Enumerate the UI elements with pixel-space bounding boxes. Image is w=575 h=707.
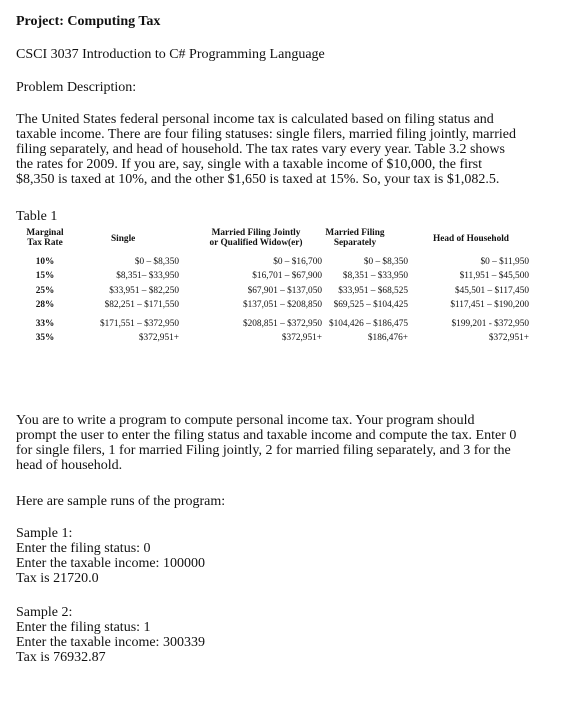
cell-household: $372,951+	[488, 333, 529, 343]
header-head-of-household: Head of Household	[433, 234, 509, 244]
cell-rate: 15%	[35, 271, 55, 281]
cell-separate: $104,426 – $186,475	[328, 319, 408, 329]
cell-single: $8,351– $33,950	[116, 271, 179, 281]
cell-separate: $186,476+	[367, 333, 408, 343]
header-tax-rate-line1: Marginal	[26, 228, 64, 238]
cell-household: $0 – $11,950	[480, 257, 529, 267]
sample-line: Enter the taxable income: 100000	[16, 556, 205, 571]
cell-joint: $137,051 – $208,850	[242, 300, 322, 310]
table-row	[16, 257, 528, 268]
table-row	[16, 286, 528, 297]
table-caption: Table 1	[16, 209, 58, 224]
table-row	[16, 333, 528, 344]
header-married-jointly	[186, 228, 326, 248]
header-married-jointly-line1: Married Filing Jointly	[211, 228, 301, 238]
sample-run-1	[16, 526, 205, 586]
sample-line: Enter the filing status: 1	[16, 620, 151, 635]
paragraph-intro	[16, 112, 516, 187]
paragraph-line: prompt the user to enter the filing status and taxable income and compute the tax. Enter 0	[16, 428, 517, 443]
table-header-row	[16, 228, 528, 250]
problem-description-label: Problem Description:	[16, 80, 137, 95]
sample-line: Tax is 76932.87	[16, 650, 106, 665]
cell-single: $82,251 – $171,550	[104, 300, 179, 310]
paragraph-assignment	[16, 413, 516, 473]
samples-intro: Here are sample runs of the program:	[16, 494, 226, 509]
paragraph-line: The United States federal personal income tax is calculated based on filing status and	[16, 112, 494, 127]
sample-run-2	[16, 605, 205, 665]
cell-joint: $208,851 – $372,950	[242, 319, 322, 329]
paragraph-line: for single filers, 1 for married Filing jointly, 2 for married filing separately, and 3 for the	[16, 443, 511, 458]
cell-rate: 28%	[35, 300, 55, 310]
sample-line: Sample 1:	[16, 526, 73, 541]
cell-household: $117,451 – $190,200	[450, 300, 529, 310]
paragraph-line: You are to write a program to compute personal income tax. Your program should	[16, 413, 475, 428]
header-married-separately-line1: Married Filing	[325, 228, 385, 238]
cell-separate: $0 – $8,350	[363, 257, 408, 267]
cell-joint: $372,951+	[281, 333, 322, 343]
cell-household: $45,501 – $117,450	[454, 286, 529, 296]
cell-rate: 25%	[35, 286, 55, 296]
header-married-separately-line2: Separately	[333, 238, 377, 248]
cell-single: $372,951+	[138, 333, 179, 343]
paragraph-line: the rates for 2009. If you are, say, single with a taxable income of $10,000, the first	[16, 157, 483, 172]
header-tax-rate-line2: Tax Rate	[27, 238, 63, 248]
cell-rate: 35%	[35, 333, 55, 343]
table-row	[16, 300, 528, 311]
cell-rate: 33%	[35, 319, 55, 329]
paragraph-line: taxable income. There are four filing statuses: single filers, married filing jointly, married	[16, 127, 516, 142]
cell-household: $11,951 – $45,500	[459, 271, 529, 281]
sample-line: Tax is 21720.0	[16, 571, 99, 586]
cell-separate: $69,525 – $104,425	[333, 300, 408, 310]
sample-line: Enter the taxable income: 300339	[16, 635, 205, 650]
paragraph-line: filing separately, and head of household. The tax rates vary every year. Table 3.2 shows	[16, 142, 505, 157]
cell-joint: $0 – $16,700	[273, 257, 322, 267]
table-row	[16, 319, 528, 330]
cell-single: $0 – $8,350	[134, 257, 179, 267]
cell-separate: $33,951 – $68,525	[338, 286, 408, 296]
table-row	[16, 271, 528, 282]
cell-joint: $67,901 – $137,050	[247, 286, 322, 296]
header-tax-rate	[16, 228, 74, 248]
paragraph-line: $8,350 is taxed at 10%, and the other $1,650 is taxed at 15%. So, your tax is $1,082.5.	[16, 172, 500, 187]
sample-line: Enter the filing status: 0	[16, 541, 151, 556]
cell-separate: $8,351 – $33,950	[342, 271, 408, 281]
header-single: Single	[111, 234, 136, 244]
header-married-jointly-line2: or Qualified Widow(er)	[209, 238, 303, 248]
cell-rate: 10%	[35, 257, 55, 267]
cell-single: $33,951 – $82,250	[109, 286, 179, 296]
cell-household: $199,201 - $372,950	[451, 319, 529, 329]
course-name: CSCI 3037 Introduction to C# Programming Language	[16, 47, 325, 62]
page-title: Project: Computing Tax	[16, 14, 161, 29]
paragraph-line: head of household.	[16, 458, 123, 473]
header-married-separately	[316, 228, 394, 248]
cell-single: $171,551 – $372,950	[99, 319, 179, 329]
sample-line: Sample 2:	[16, 605, 73, 620]
cell-joint: $16,701 – $67,900	[252, 271, 322, 281]
